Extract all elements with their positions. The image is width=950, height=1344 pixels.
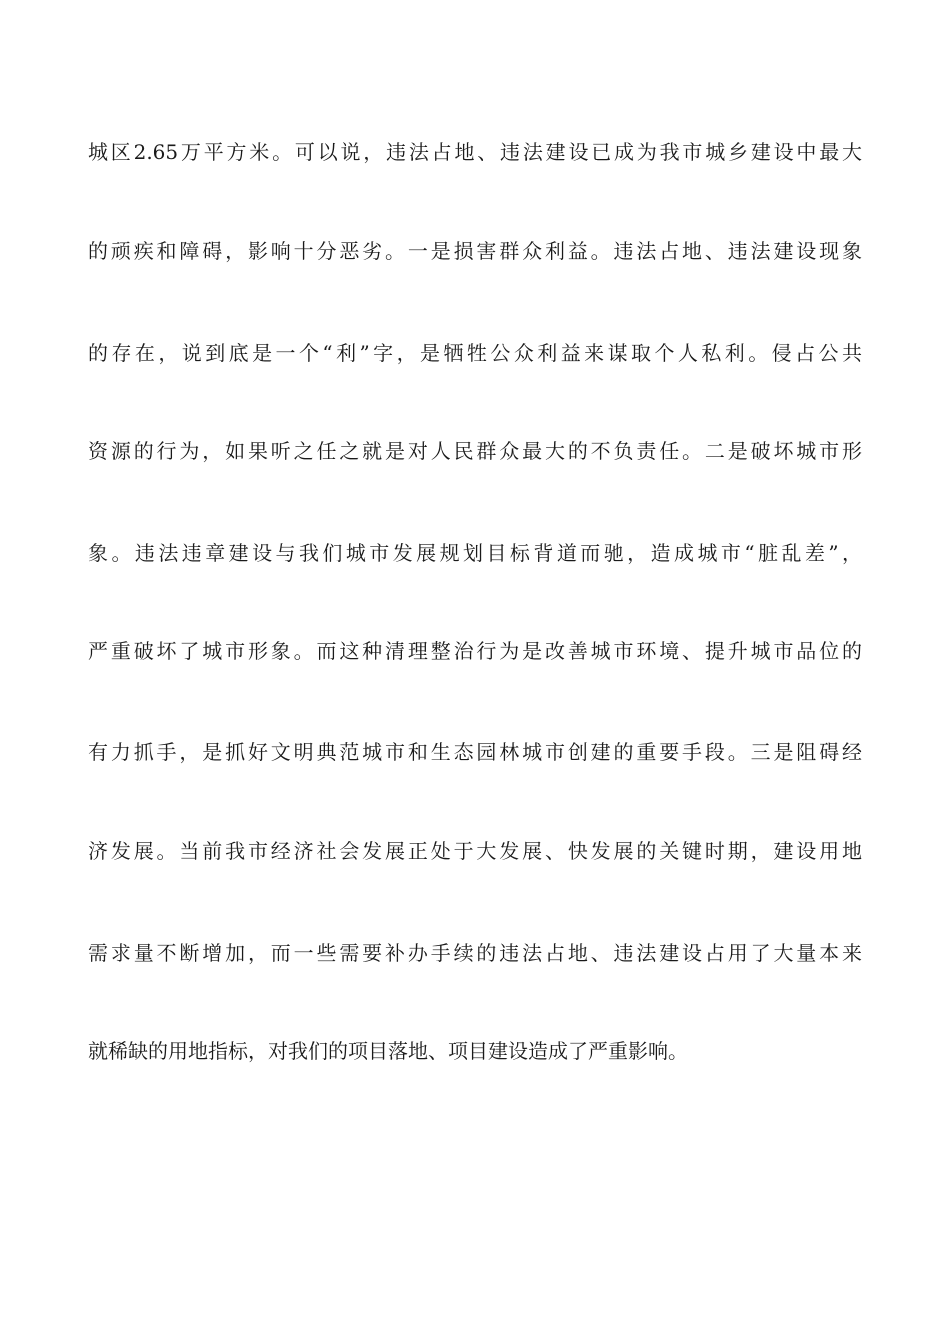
paragraph-line-5: 象。违法违章建设与我们城市发展规划目标背道而驰，造成城市“脏乱差”，: [88, 541, 862, 565]
paragraph-line-3: 的存在，说到底是一个“利”字，是牺牲公众利益来谋取个人私利。侵占公共: [88, 341, 862, 365]
paragraph-line-7: 有力抓手，是抓好文明典范城市和生态园林城市创建的重要手段。三是阻碍经: [88, 740, 862, 764]
paragraph-line-2: 的顽疾和障碍，影响十分恶劣。一是损害群众利益。违法占地、违法建设现象: [88, 239, 862, 263]
paragraph-line-4: 资源的行为，如果听之任之就是对人民群众最大的不负责任。二是破坏城市形: [88, 439, 862, 463]
paragraph-line-6: 严重破坏了城市形象。而这种清理整治行为是改善城市环境、提升城市品位的: [88, 639, 862, 663]
paragraph-line-8: 济发展。当前我市经济社会发展正处于大发展、快发展的关键时期，建设用地: [88, 839, 862, 863]
paragraph-line-10: 就稀缺的用地指标，对我们的项目落地、项目建设造成了严重影响。: [88, 1039, 688, 1063]
paragraph-line-1: 城区2.65万平方米。可以说，违法占地、违法建设已成为我市城乡建设中最大: [88, 140, 862, 164]
paragraph-line-9: 需求量不断增加，而一些需要补办手续的违法占地、违法建设占用了大量本来: [88, 941, 862, 965]
